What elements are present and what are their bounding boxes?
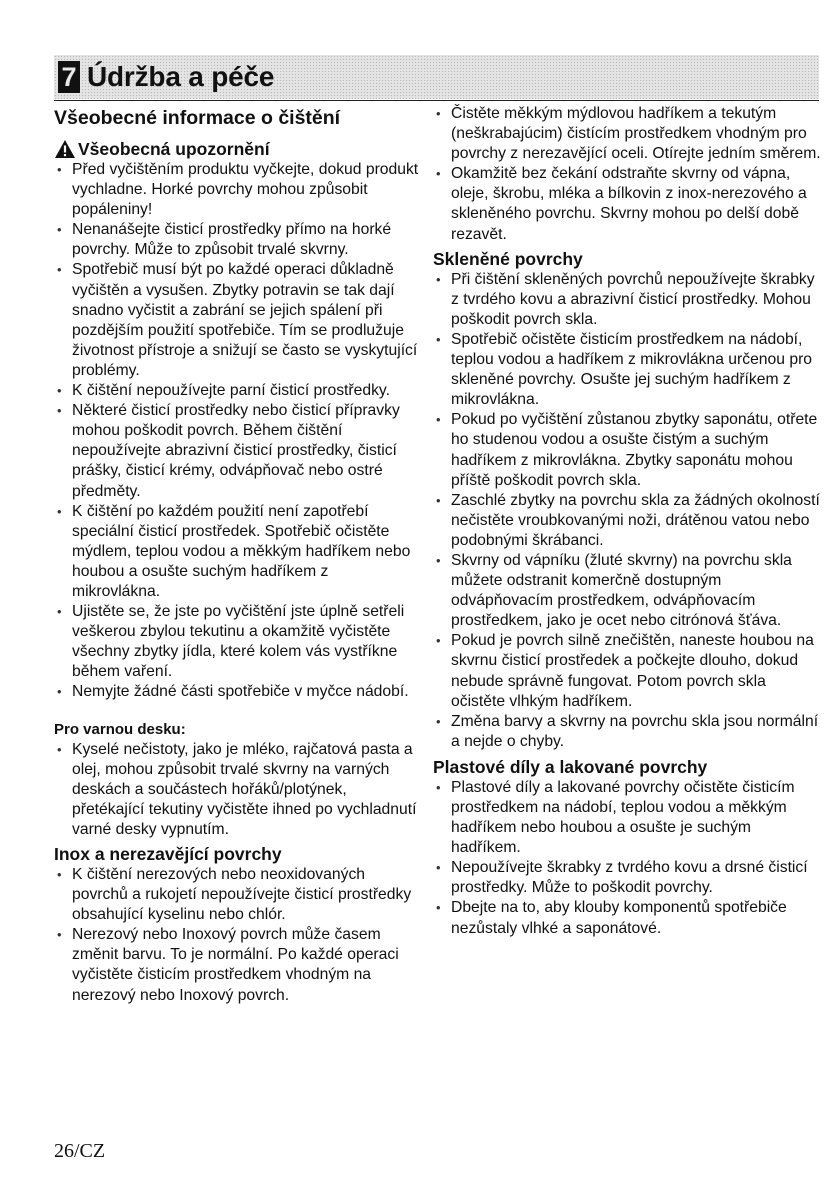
list-item: • Některé čisticí prostředky nebo čisticí přípravky mohou poškodit povrch. Během čištění nepoužívejte abrazivní čisticí prostředky, čisticí prášky, čisticí krémy, odvápňovač nebo ostré předměty.	[54, 401, 419, 501]
list-item: • Nepoužívejte škrabky z tvrdého kovu a drsné čisticí prostředky. Může to poškodit povrchy.	[433, 858, 823, 898]
left-column	[54, 104, 419, 1006]
list-item: • K čištění nepoužívejte parní čisticí prostředky.	[54, 381, 419, 401]
section-title: Údržba a péče	[87, 61, 275, 92]
inox-continued-list	[433, 104, 823, 245]
list-item: • K čištění nerezových nebo neoxidovaných povrchů a rukojetí nepoužívejte čisticí prostředky obsahující kyselinu nebo chlór.	[54, 865, 419, 925]
list-item: • Před vyčištěním produktu vyčkejte, dokud produkt vychladne. Horké povrchy mohou způsobit popáleniny!	[54, 160, 419, 220]
list-item: • Skvrny od vápníku (žluté skvrny) na povrchu skla můžete odstranit komerčně dostupným odvápňovacím prostředkem, odvápňovacím prostředkem, jako je ocet nebo citrónová šťáva.	[433, 551, 823, 631]
list-item: • Při čištění skleněných povrchů nepoužívejte škrabky z tvrdého kovu a abrazivní čisticí prostředky. Mohou poškodit povrch skla.	[433, 270, 823, 330]
list-item: • Čistěte měkkým mýdlovou hadříkem a tekutým (neškrabajúcim) čistícím prostředkem vhodným pro povrchy z nerezavějící oceli. Otírejte jedním směrem.	[433, 104, 823, 164]
warning-heading-row	[54, 138, 419, 160]
page-number: 26/CZ	[54, 1140, 106, 1162]
list-item: • Ujistěte se, že jste po vyčištění jste úplně setřeli veškerou zbylou tekutinu a okamžitě vyčistěte všechny zbytky jídla, které kolem vás vystříkne během vaření.	[54, 602, 419, 682]
list-item: • K čištění po každém použití není zapotřebí speciální čisticí prostředek. Spotřebič očistěte mýdlem, teplou vodou a měkkým hadříkem nebo houbou a osušte suchým hadříkem z mikrovlákna.	[54, 502, 419, 602]
list-item: • Nenanášejte čisticí prostředky přímo na horké povrchy. Může to způsobit trvalé skvrny.	[54, 220, 419, 260]
glass-list	[433, 270, 823, 752]
list-item: • Kyselé nečistoty, jako je mléko, rajčatová pasta a olej, mohou způsobit trvalé skvrny na varných deskách a součástech hořáků/plotýnek, přetékající tekutiny vyčistěte ihned po vychladnutí varné desky vypnutím.	[54, 740, 419, 840]
inox-title: Inox a nerezavějící povrchy	[54, 844, 282, 864]
list-item: • Pokud po vyčištění zůstanou zbytky saponátu, otřete ho studenou vodou a osušte čistým a suchým hadříkem z mikrovlákna. Zbytky saponátu mohou příště poškodit povrch skla.	[433, 410, 823, 490]
list-item: • Změna barvy a skvrny na povrchu skla jsou normální a nejde o chyby.	[433, 712, 823, 752]
warning-title: Všeobecná upozornění	[78, 139, 270, 159]
list-item: • Pokud je povrch silně znečištěn, naneste houbou na skvrnu čisticí prostředek a počkejte dlouho, dokud nebude správně fungovat. Potom povrch skla očistěte vlhkým hadříkem.	[433, 631, 823, 711]
list-item: • Dbejte na to, aby klouby komponentů spotřebiče nezůstaly vlhké a saponátové.	[433, 898, 823, 938]
section-banner	[54, 55, 819, 99]
plastic-title: Plastové díly a lakované povrchy	[433, 756, 708, 777]
list-item: • Zaschlé zbytky na povrchu skla za žádných okolností nečistěte vroubkovanými noži, drátěnou vatou nebo podobnými škrábanci.	[433, 491, 823, 551]
list-item: • Nerezový nebo Inoxový povrch může časem změnit barvu. To je normální. Po každé operaci vyčistěte čisticím prostředkem vhodným na nerezový nebo Inoxový povrch.	[54, 925, 419, 1005]
banner-rule	[54, 100, 819, 101]
inox-list	[54, 865, 419, 1006]
warning-list	[54, 160, 419, 703]
hob-title: Pro varnou desku:	[54, 720, 186, 738]
list-item: • Okamžitě bez čekání odstraňte skvrny od vápna, oleje, škrobu, mléka a bílkovin z inox-nerezového a skleněného povrchu. Skvrny mohou po delší době rezavět.	[433, 164, 823, 244]
plastic-list	[433, 778, 823, 939]
right-column	[433, 104, 823, 939]
list-item: • Nemyjte žádné části spotřebiče v myčce nádobí.	[54, 682, 419, 702]
list-item: • Spotřebič očistěte čisticím prostředkem na nádobí, teplou vodou a hadříkem z mikrovlákna určenou pro skleněné povrchy. Osušte jej suchým hadříkem z mikrovlákna.	[433, 330, 823, 410]
list-item: • Spotřebič musí být po každé operaci důkladně vyčištěn a vysušen. Zbytky potravin se tak dají snadno vyčistit a zabrání se jejich spálení při pozdějším použití spotřebiče. Tím se prodlužuje životnost přístroje a snižují se často se vyskytující problémy.	[54, 260, 419, 381]
list-item: • Plastové díly a lakované povrchy očistěte čisticím prostředkem na nádobí, teplou vodou a měkkým hadříkem nebo houbou a osušte je suchým hadříkem.	[433, 778, 823, 858]
glass-title: Skleněné povrchy	[433, 248, 583, 269]
section-number: 7	[58, 61, 80, 93]
hob-list	[54, 740, 419, 840]
cleaning-heading: Všeobecné informace o čištění	[54, 107, 341, 129]
warning-icon	[54, 139, 76, 159]
